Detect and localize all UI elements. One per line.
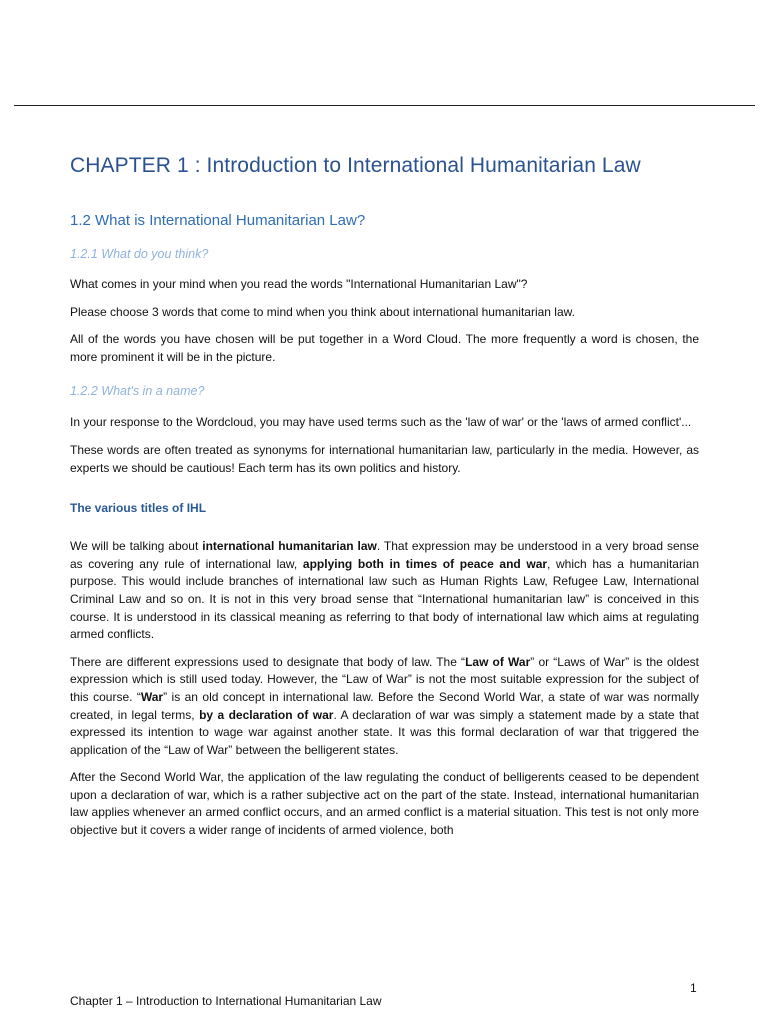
subsection-heading-whats-in-a-name: 1.2.2 What's in a name? bbox=[70, 384, 205, 399]
text-run: . A declaration of war was simply a statement made by a state that expressed its intention to wage war against another state. It was this formal declaration of war that triggered the application of the “Law of War” between the belligerent states. bbox=[70, 707, 700, 757]
bold-term: Law of War bbox=[465, 654, 531, 669]
header-rule bbox=[14, 105, 755, 106]
paragraph: These words are often treated as synonyms for international humanitarian law, particularly in the media. However, as experts we should be cautious! Each term has its own politics and history. bbox=[70, 442, 699, 475]
section-heading: 1.2 What is International Humanitarian Law? bbox=[70, 212, 366, 229]
titles-heading: The various titles of IHL bbox=[70, 501, 207, 516]
document-body bbox=[70, 150, 699, 840]
paragraph-ihl-definition bbox=[70, 538, 699, 644]
text-run: ” is an old concept in international law. Before the Second World War, a state of war was normally created, in legal terms, bbox=[70, 689, 699, 722]
bold-term: War bbox=[140, 689, 164, 704]
bold-term: by a declaration of war bbox=[199, 707, 334, 722]
paragraph: Please choose 3 words that come to mind when you think about international humanitarian law. bbox=[70, 304, 575, 319]
paragraph: In your response to the Wordcloud, you may have used terms such as the 'law of war' or the 'laws of armed conflict'... bbox=[70, 415, 692, 430]
chapter-title: CHAPTER 1 : Introduction to International Humanitarian Law bbox=[70, 154, 641, 177]
text-run: There are different expressions used to designate that body of law. The “ bbox=[70, 654, 466, 669]
text-run: , which has a humanitarian purpose. This would include branches of international law such as Human Rights Law, Refugee Law, International Criminal Law and so on. It is not in this very broad sense that “International humanitarian law” is conceived in this course. It is understood in its classical meaning as referring to that body of international law which aims at regulating armed conflicts. bbox=[70, 556, 699, 642]
text-run: ” or “Laws of War” is the oldest expression which is still used today. However, the “Law of War” is not the most suitable expression for the subject of this course. “ bbox=[70, 654, 700, 704]
bold-term: applying both in times of peace and war bbox=[302, 556, 548, 571]
bold-term: international humanitarian law bbox=[202, 539, 377, 554]
text-run: We will be talking about bbox=[70, 539, 203, 554]
paragraph: All of the words you have chosen will be put together in a Word Cloud. The more frequently a word is chosen, the more prominent it will be in the picture. bbox=[70, 332, 699, 364]
text-run: . That expression may be understood in a very broad sense as covering any rule of international law, bbox=[70, 539, 699, 571]
paragraph-after-ww2: After the Second World War, the application of the law regulating the conduct of belligerents ceased to be dependent upon a declaration of war, which is a rather subjective act on the part of the state. Instead, international humanitarian law applies whenever an armed conflict occurs, and an armed conflict is a material situation. This test is not only more objective but it covers a wider range of incidents of armed violence, both bbox=[70, 770, 699, 838]
paragraph: What comes in your mind when you read the words "International Humanitarian Law"? bbox=[70, 277, 528, 291]
page-number: 1 bbox=[690, 981, 697, 995]
subsection-heading-what-do-you-think: 1.2.1 What do you think? bbox=[70, 247, 209, 261]
running-footer-title: Chapter 1 – Introduction to International Humanitarian Law bbox=[70, 994, 382, 1008]
paragraph-law-of-war bbox=[70, 654, 699, 760]
